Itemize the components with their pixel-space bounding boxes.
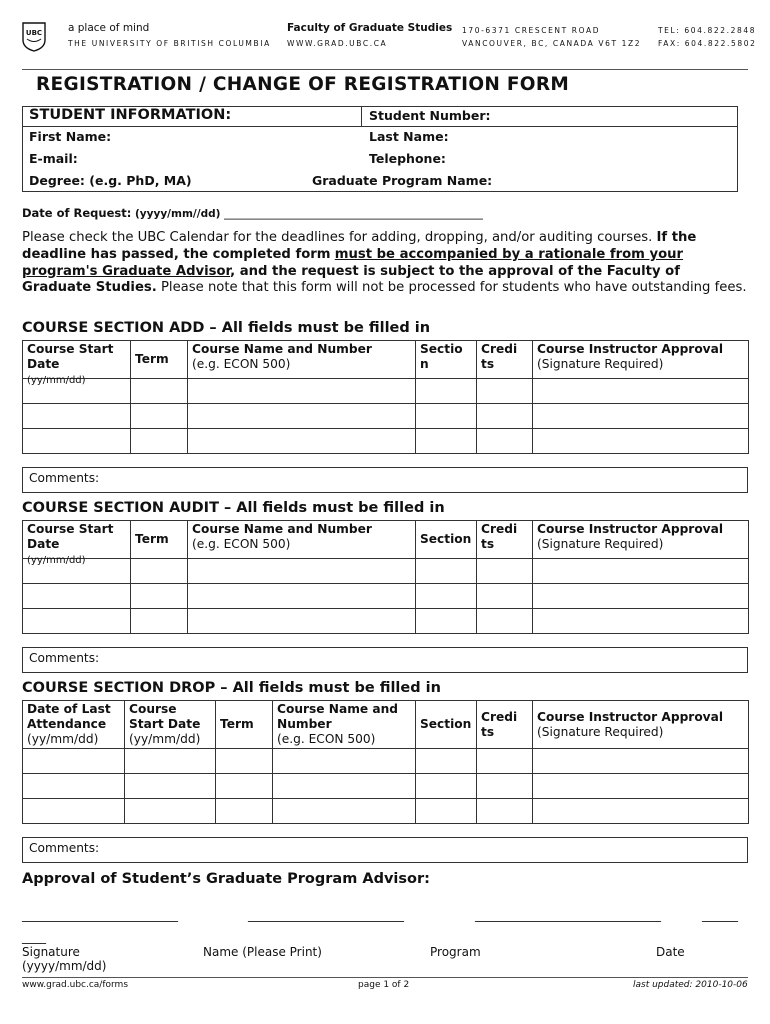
add-col-approval xyxy=(533,341,749,379)
student-info-heading: STUDENT INFORMATION: xyxy=(29,107,232,123)
logo-text: UBC xyxy=(25,29,43,37)
date-label: Date xyxy=(656,945,685,959)
drop-col-section: Section xyxy=(416,701,477,749)
student-number-divider xyxy=(361,106,362,126)
drop-col-approval-label: Course Instructor Approval xyxy=(537,709,724,724)
signature-date-format: (yyyy/mm/dd) xyxy=(22,959,107,973)
audit-col-credits: Credi ts xyxy=(477,521,533,559)
table-row[interactable] xyxy=(23,429,749,454)
notice-part-4: , and the request is subject to the approval of the Faculty of Graduate Studies. xyxy=(22,263,680,296)
website: WWW.GRAD.UBC.CA xyxy=(287,39,388,48)
add-heading: COURSE SECTION ADD – All fields must be filled in xyxy=(22,320,431,336)
audit-col-course xyxy=(188,521,416,559)
page-title: REGISTRATION / CHANGE OF REGISTRATION FORM xyxy=(36,74,570,95)
notice-part-2: If the deadline has passed, the completed form xyxy=(22,230,697,262)
table-row[interactable] xyxy=(23,799,749,824)
date-of-request[interactable] xyxy=(22,206,483,220)
university-name: THE UNIVERSITY OF BRITISH COLUMBIA xyxy=(68,39,271,48)
signature-line[interactable]: __________________________ xyxy=(22,908,178,922)
audit-col-course-label: Course Name and Number xyxy=(192,522,372,536)
audit-heading: COURSE SECTION AUDIT – All fields must be filled in xyxy=(22,500,445,516)
audit-col-approval-label: Course Instructor Approval xyxy=(537,522,724,536)
audit-col-start xyxy=(23,521,131,566)
drop-comments[interactable]: Comments: xyxy=(22,837,748,863)
audit-table xyxy=(22,520,749,634)
last-name-label[interactable]: Last Name: xyxy=(369,129,449,144)
add-col-start-label: Course Start Date xyxy=(27,342,114,371)
date-request-line: _____________________________________________ xyxy=(224,206,483,220)
drop-col-approval xyxy=(533,701,749,749)
table-row[interactable] xyxy=(23,559,749,584)
add-col-course xyxy=(188,341,416,379)
table-row[interactable] xyxy=(23,609,749,634)
drop-col-last-attendance xyxy=(23,701,125,749)
table-row[interactable] xyxy=(23,584,749,609)
name-line[interactable]: __________________________ xyxy=(248,908,404,922)
drop-col-approval-note: (Signature Required) xyxy=(537,724,664,739)
audit-col-term: Term xyxy=(131,521,188,559)
date-line[interactable]: ______ xyxy=(702,908,738,922)
student-number-label[interactable]: Student Number: xyxy=(369,108,491,123)
add-col-approval-label: Course Instructor Approval xyxy=(537,342,724,356)
drop-col-course-label: Course Name and Number xyxy=(277,702,399,731)
notice-part-5: Please note that this form will not be processed for students who have outstanding fees. xyxy=(160,280,747,296)
email-label[interactable]: E-mail: xyxy=(29,151,78,166)
fax: FAX: 604.822.5802 xyxy=(658,39,757,48)
add-col-credits: Credi ts xyxy=(477,341,533,379)
audit-comments[interactable]: Comments: xyxy=(22,647,748,673)
first-name-label[interactable]: First Name: xyxy=(29,129,112,144)
date-request-format: (yyyy/mm//dd) xyxy=(135,208,221,220)
drop-col-last-format: (yy/mm/dd) xyxy=(27,732,99,746)
tagline: a place of mind xyxy=(68,22,150,34)
add-col-term: Term xyxy=(131,341,188,379)
deadline-notice xyxy=(22,230,748,297)
ubc-logo xyxy=(22,22,46,52)
address-line-1: 170-6371 CRESCENT ROAD xyxy=(462,26,601,35)
add-col-start xyxy=(23,341,131,386)
audit-col-section: Section xyxy=(416,521,477,559)
address-line-2: VANCOUVER, BC, CANADA V6T 1Z2 xyxy=(462,39,642,48)
drop-col-course xyxy=(273,701,416,749)
faculty-name: Faculty of Graduate Studies xyxy=(287,22,453,34)
degree-label[interactable]: Degree: (e.g. PhD, MA) xyxy=(29,173,192,188)
drop-col-start xyxy=(125,701,216,749)
date-request-label: Date of Request: xyxy=(22,206,132,220)
add-col-course-example: (e.g. ECON 500) xyxy=(192,357,291,371)
footer-divider xyxy=(22,977,748,978)
audit-col-approval-note: (Signature Required) xyxy=(537,537,664,551)
header-divider xyxy=(22,69,748,70)
add-col-approval-note: (Signature Required) xyxy=(537,357,664,371)
add-comments[interactable]: Comments: xyxy=(22,467,748,493)
telephone-label[interactable]: Telephone: xyxy=(369,151,446,166)
signature-label: Signature xyxy=(22,945,80,959)
add-table xyxy=(22,340,749,454)
drop-col-last-label: Date of Last Attendance xyxy=(27,702,111,731)
notice-part-3: must be accompanied by a rationale from your program's Graduate Advisor xyxy=(22,246,684,279)
approval-heading: Approval of Student’s Graduate Program Advisor: xyxy=(22,871,430,887)
footer-page-number: page 1 of 2 xyxy=(358,980,410,990)
add-col-start-format: (yy/mm/dd) xyxy=(27,375,86,386)
program-label: Program xyxy=(430,945,481,959)
table-row[interactable] xyxy=(23,404,749,429)
student-info-divider xyxy=(22,126,738,127)
footer-last-updated: last updated: 2010-10-06 xyxy=(633,980,748,990)
drop-heading: COURSE SECTION DROP – All fields must be filled in xyxy=(22,680,441,696)
audit-col-start-label: Course Start Date xyxy=(27,522,114,551)
drop-col-start-format: (yy/mm/dd) xyxy=(129,732,201,746)
audit-col-course-example: (e.g. ECON 500) xyxy=(192,537,291,551)
table-row[interactable] xyxy=(23,774,749,799)
drop-col-credits: Credi ts xyxy=(477,701,533,749)
drop-col-start-label: Course Start Date xyxy=(129,702,201,731)
table-row[interactable] xyxy=(23,749,749,774)
program-name-label[interactable]: Graduate Program Name: xyxy=(312,173,493,188)
notice-part-1: Please check the UBC Calendar for the deadlines for adding, dropping, and/or auditing courses. xyxy=(22,230,653,245)
audit-col-start-format: (yy/mm/dd) xyxy=(27,555,86,566)
audit-col-approval xyxy=(533,521,749,559)
name-label: Name (Please Print) xyxy=(203,945,322,959)
table-row[interactable] xyxy=(23,379,749,404)
footer-url[interactable]: www.grad.ubc.ca/forms xyxy=(22,980,129,990)
program-line[interactable]: _______________________________ xyxy=(475,908,661,922)
telephone: TEL: 604.822.2848 xyxy=(658,26,757,35)
add-col-section: Sectio n xyxy=(416,341,477,379)
drop-table xyxy=(22,700,749,824)
drop-col-term: Term xyxy=(216,701,273,749)
add-col-course-label: Course Name and Number xyxy=(192,342,372,356)
drop-col-course-example: (e.g. ECON 500) xyxy=(277,732,376,746)
date-line-continued[interactable]: ____ xyxy=(22,930,46,944)
